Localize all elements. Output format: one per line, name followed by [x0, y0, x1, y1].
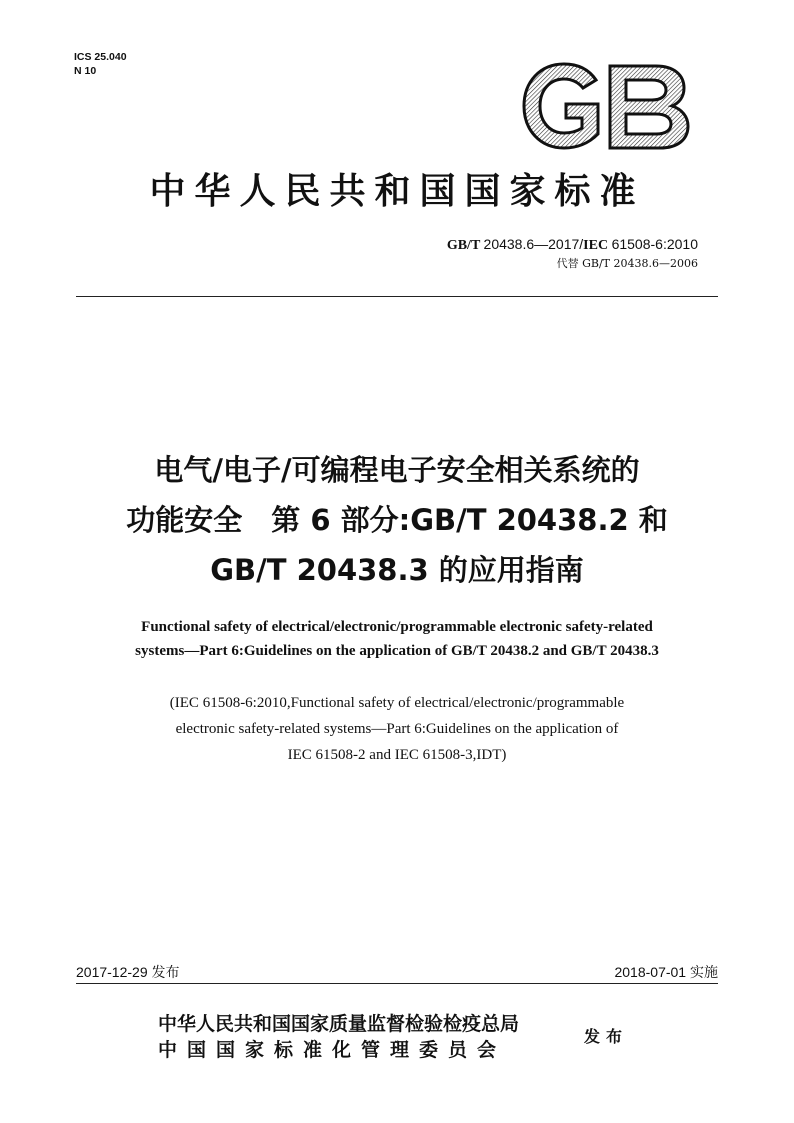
english-title-line-2: systems—Part 6:Guidelines on the application of GB/T 20438.2 and GB/T 20438.3: [135, 643, 659, 659]
english-title-line-1: Functional safety of electrical/electronic/programmable electronic safety-related: [141, 619, 653, 635]
chinese-title-line-2: 功能安全 第 6 部分:GB/T 20438.2 和: [126, 503, 668, 537]
standard-number: [447, 236, 698, 254]
standard-prefix: GB/T: [446, 238, 481, 253]
bottom-divider: [76, 983, 718, 984]
issuing-authorities: [158, 1011, 519, 1063]
iec-prefix: IEC: [583, 238, 609, 253]
iec-code: 61508-6:2010: [611, 236, 698, 252]
top-divider: [76, 296, 718, 297]
ics-code: [74, 50, 127, 78]
chinese-title: [40, 445, 754, 595]
iec-note-line-3: IEC 61508-2 and IEC 61508-3,IDT): [287, 747, 507, 763]
gb-logo-icon: [518, 58, 694, 154]
iec-equivalence-note: [30, 690, 764, 768]
publish-date: 2017-12-29 发布: [76, 964, 180, 980]
issue-label: 发布: [584, 1027, 629, 1046]
chinese-title-line-1: 电气/电子/可编程电子安全相关系统的: [154, 453, 640, 487]
chinese-title-line-3: GB/T 20438.3 的应用指南: [210, 553, 584, 587]
classification-code: N 10: [74, 65, 97, 77]
implementation-date: 2018-07-01 实施: [614, 964, 718, 980]
iec-note-line-2: electronic safety-related systems—Part 6:Guidelines on the application of: [175, 721, 619, 737]
issuer-aqsiq: 中华人民共和国国家质量监督检验检疫总局: [158, 1013, 520, 1035]
replaces-note: 代替 GB/T 20438.6—2006: [556, 257, 698, 270]
iec-note-line-1: (IEC 61508-6:2010,Functional safety of electrical/electronic/programmable: [169, 695, 625, 711]
english-title: [30, 615, 764, 663]
issuer-sac: 中国国家标准化管理委员会: [158, 1039, 507, 1061]
ics-number: ICS 25.040: [74, 51, 127, 63]
standard-code: 20438.6—2017/: [483, 236, 584, 252]
national-standard-title: 中华人民共和国国家标准: [149, 170, 645, 212]
